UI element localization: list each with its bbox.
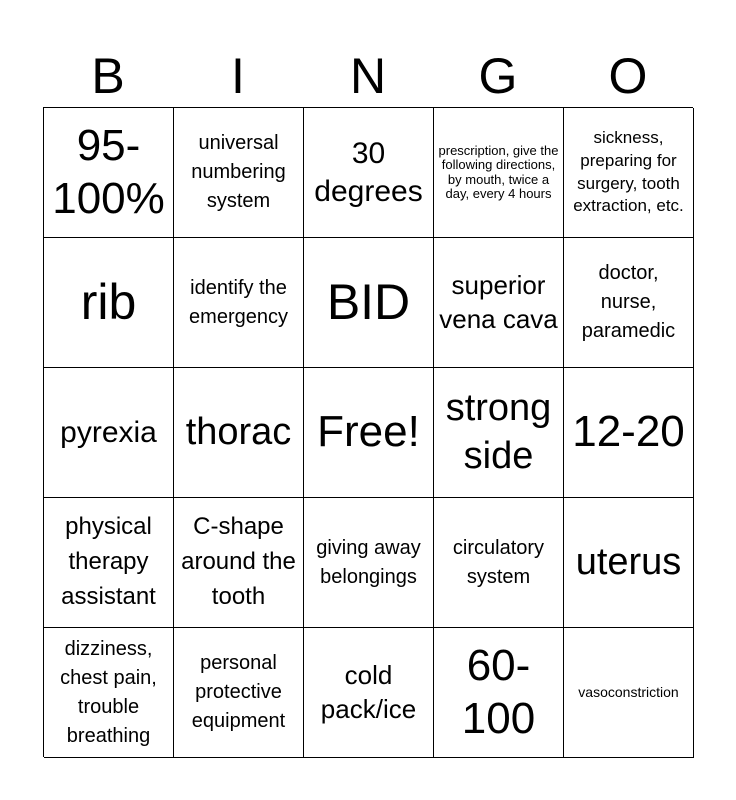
bingo-cell[interactable] <box>174 238 304 368</box>
bingo-cell[interactable] <box>564 628 694 758</box>
bingo-cell[interactable] <box>564 108 694 238</box>
cell-text: sickness, preparing for surgery, tooth extraction, etc. <box>573 127 684 216</box>
bingo-cell[interactable] <box>174 368 304 498</box>
header-letter-i: I <box>231 48 245 104</box>
bingo-cell[interactable] <box>434 498 564 628</box>
cell-text: pyrexia <box>60 415 157 449</box>
cell-text: vasoconstriction <box>578 683 679 700</box>
cell-text: Free! <box>317 407 420 457</box>
cell-text: prescription, give the following directions, by mouth, twice a day, every 4 hours <box>438 142 559 201</box>
header-letter-o: O <box>608 48 648 104</box>
bingo-header <box>43 44 693 108</box>
cell-text: universal numbering system <box>191 132 286 212</box>
bingo-cell[interactable] <box>44 498 174 628</box>
bingo-cell[interactable] <box>174 498 304 628</box>
cell-text: superior vena cava <box>439 269 558 334</box>
header-letter-n: N <box>349 48 387 104</box>
bingo-cell[interactable] <box>434 628 564 758</box>
cell-text: BID <box>326 274 411 330</box>
bingo-cell[interactable] <box>434 238 564 368</box>
header-letter-b: B <box>91 48 125 104</box>
bingo-cell[interactable] <box>304 238 434 368</box>
cell-text: 12-20 <box>572 407 685 457</box>
bingo-cell[interactable] <box>44 628 174 758</box>
bingo-cell[interactable] <box>44 108 174 238</box>
cell-text: rib <box>80 274 137 330</box>
cell-text: thorac <box>185 410 292 453</box>
bingo-cell[interactable] <box>564 368 694 498</box>
bingo-cell[interactable] <box>174 108 304 238</box>
cell-text: giving away belongings <box>316 536 421 588</box>
free-space-cell[interactable] <box>304 368 434 498</box>
cell-text: personal protective equipment <box>191 652 286 732</box>
cell-text: strong side <box>445 387 552 477</box>
cell-text: identify the emergency <box>189 276 288 328</box>
cell-text: 30 degrees <box>314 137 423 208</box>
cell-text: circulatory system <box>452 536 545 588</box>
bingo-cell[interactable] <box>434 368 564 498</box>
bingo-cell[interactable] <box>434 108 564 238</box>
cell-text: uterus <box>575 540 682 583</box>
bingo-cell[interactable] <box>564 238 694 368</box>
cell-text: 60-100 <box>461 640 536 743</box>
bingo-cell[interactable] <box>304 628 434 758</box>
cell-text: dizziness, chest pain, trouble breathing <box>60 637 157 747</box>
cell-text: cold pack/ice <box>320 659 417 724</box>
bingo-cell[interactable] <box>174 628 304 758</box>
cell-text: doctor, nurse, paramedic <box>581 262 676 342</box>
bingo-cell[interactable] <box>44 238 174 368</box>
bingo-cell[interactable] <box>304 108 434 238</box>
bingo-cell[interactable] <box>44 368 174 498</box>
cell-text: 95-100% <box>52 120 165 223</box>
bingo-card-grid <box>43 107 693 757</box>
header-letter-g: G <box>478 48 518 104</box>
cell-text: physical therapy assistant <box>61 513 156 610</box>
bingo-cell[interactable] <box>564 498 694 628</box>
bingo-cell[interactable] <box>304 498 434 628</box>
cell-text: C-shape around the tooth <box>181 513 296 610</box>
